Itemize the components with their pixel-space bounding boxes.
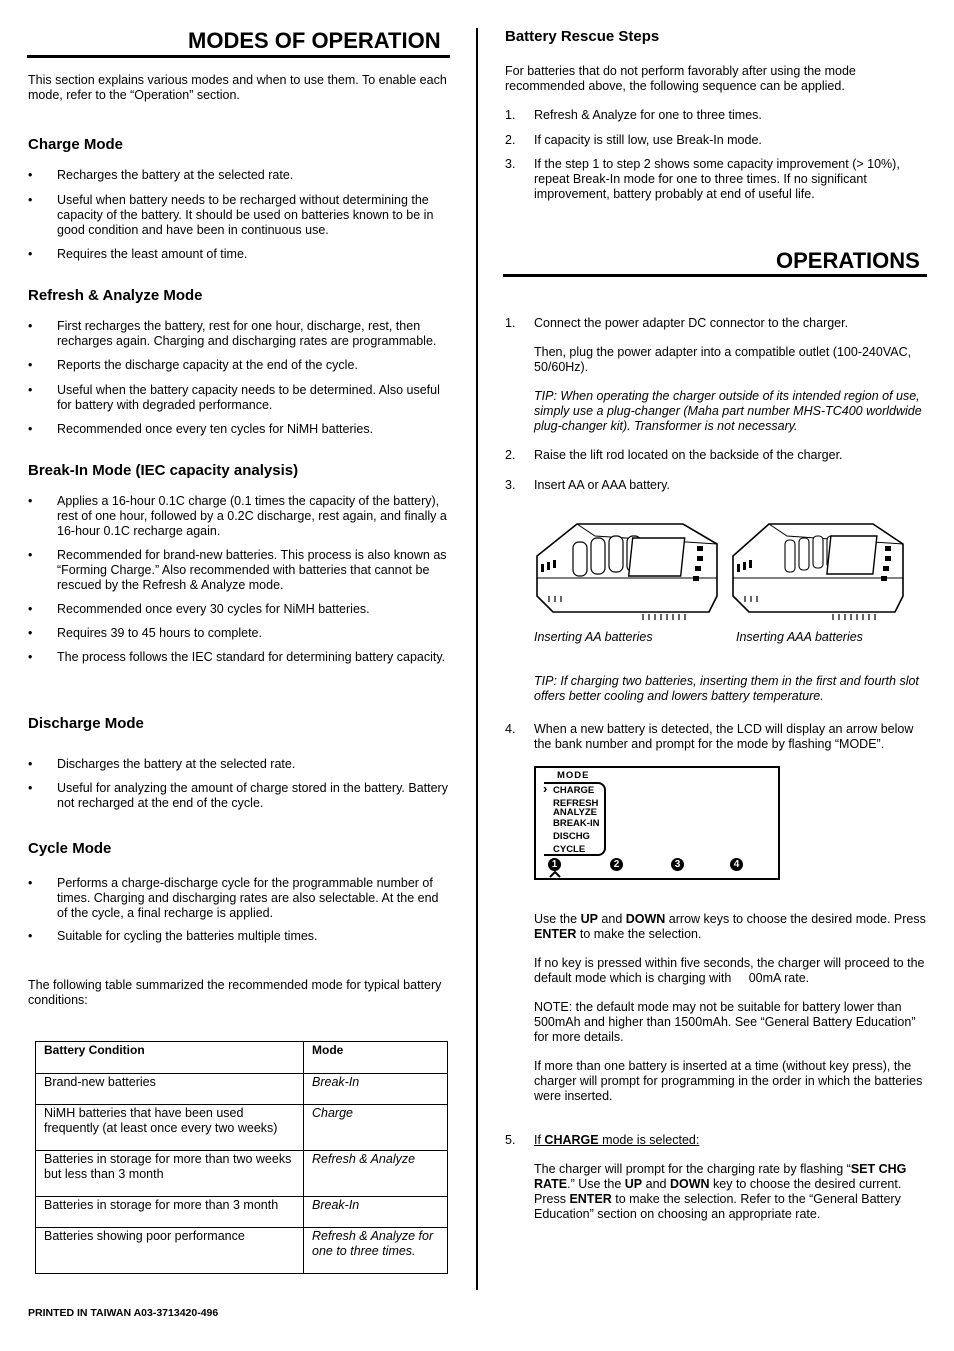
bullet-icon: • (28, 358, 33, 372)
list-item: Performs a charge-discharge cycle for the programmable number of times. Charging and discharging rates are also selectable. At the end of the cycle, a final recharge is applied. (57, 876, 439, 920)
list-item: Recharges the battery at the selected rate. (57, 168, 294, 182)
lcd-mode-refresh: REFRESH (553, 798, 599, 809)
operations-title: OPERATIONS (776, 248, 920, 273)
step-number: 1. (505, 108, 516, 122)
operation-step-text: Raise the lift rod located on the backside of the charger. (534, 448, 843, 462)
list-item: Suitable for cycling the batteries multiple times. (57, 929, 318, 943)
operation-step-text: Then, plug the power adapter into a compatible outlet (100-240VAC, 50/60Hz). (534, 345, 912, 374)
operation-step-text: Connect the power adapter DC connector to the charger. (534, 316, 849, 330)
list-item: Useful when the battery capacity needs to be determined. Also useful for battery with degraded performance. (57, 383, 440, 412)
table-cell-condition: Batteries in storage for more than 3 month (36, 1197, 304, 1228)
list-item: Discharges the battery at the selected rate. (57, 757, 296, 771)
step-number: 1. (505, 316, 516, 330)
intro-text: This section explains various modes and when to use them. To enable each mode, refer to the “Operation” section. (28, 73, 447, 102)
charge-mode-heading: Charge Mode (28, 136, 124, 153)
lcd-mode-label: MODE (557, 770, 590, 781)
bullet-icon: • (28, 929, 33, 943)
bullet-icon: • (28, 422, 33, 436)
lcd-mode-analyze: ANALYZE (553, 807, 597, 818)
battery-condition-table (35, 1041, 448, 1274)
bullet-icon: • (28, 193, 33, 207)
list-item: The process follows the IEC standard for determining battery capacity. (57, 650, 446, 664)
list-item: Useful when battery needs to be recharged without determining the capacity of the battery. It should be used on batteries known to be in good condition and have been in continuous use. (57, 193, 434, 237)
bullet-icon: • (28, 876, 33, 890)
table-cell-mode: Break-In (304, 1074, 448, 1105)
step-number: 4. (505, 722, 516, 736)
chevron-right-icon: › (543, 781, 548, 796)
operation-step-text: When a new battery is detected, the LCD will display an arrow below the bank number and prompt for the mode by flashing “MODE”. (534, 722, 914, 751)
list-item: Recommended once every 30 cycles for NiMH batteries. (57, 602, 370, 616)
table-header-row (36, 1042, 448, 1074)
step-number: 3. (505, 157, 516, 171)
list-item: Requires 39 to 45 hours to complete. (57, 626, 262, 640)
bullet-icon: • (28, 650, 33, 664)
bullet-icon: • (28, 168, 33, 182)
bullet-icon: • (28, 494, 33, 508)
rescue-step: Refresh & Analyze for one to three times. (534, 108, 762, 122)
table-cell-condition: Batteries showing poor performance (36, 1228, 304, 1274)
bank-1-indicator: 1 (548, 858, 561, 871)
step-number: 2. (505, 133, 516, 147)
table-cell-mode: Break-In (304, 1197, 448, 1228)
table-header-condition: Battery Condition (36, 1042, 304, 1074)
list-item: Recommended for brand-new batteries. This process is also known as “Forming Charge.” Also recommended with batteries that cannot be rescued by the Refresh & Analyze mode. (57, 548, 447, 592)
list-item: Applies a 16-hour 0.1C charge (0.1 times the capacity of the battery), rest of one hour, followed by a 0.2C discharge, rest again, and finally a 16-hour 0.1C recharge again. (57, 494, 447, 538)
updown-instruction: Use the UP and DOWN arrow keys to choose the desired mode. Press ENTER to make the selection. (534, 912, 926, 941)
bank-4-indicator: 4 (730, 858, 743, 871)
table-cell-condition: Batteries in storage for more than two weeks but less than 3 month (36, 1151, 304, 1197)
rescue-step: If the step 1 to step 2 shows some capacity improvement (> 10%), repeat Break-In mode for one to three times. If no significant improvement, battery probably at end of useful life. (534, 157, 900, 201)
bank-3-indicator: 3 (671, 858, 684, 871)
breakin-mode-heading: Break-In Mode (IEC capacity analysis) (28, 462, 299, 479)
charge-selected-line: If CHARGE mode is selected: (534, 1133, 700, 1147)
step-number: 2. (505, 448, 516, 462)
bullet-icon: • (28, 781, 33, 795)
table-header-mode: Mode (304, 1042, 448, 1074)
note-text: NOTE: the default mode may not be suitable for battery lower than 500mAh and higher than 1500mAh. See “General Battery Education” for more details. (534, 1000, 916, 1044)
lcd-display (534, 766, 780, 880)
bullet-icon: • (28, 319, 33, 333)
charger-aa-illustration (533, 516, 723, 628)
caption-aa: Inserting AA batteries (534, 630, 653, 644)
operation-step-text: Insert AA or AAA battery. (534, 478, 670, 492)
table-row (36, 1197, 448, 1228)
bullet-icon: • (28, 548, 33, 562)
table-row (36, 1105, 448, 1151)
table-row (36, 1228, 448, 1274)
refresh-mode-heading: Refresh & Analyze Mode (28, 287, 203, 304)
table-cell-condition: NiMH batteries that have been used frequently (at least once every two weeks) (36, 1105, 304, 1151)
cycle-mode-heading: Cycle Mode (28, 840, 112, 857)
tip-text: TIP: If charging two batteries, inserting them in the first and fourth slot offers better cooling and lowers battery temperature. (534, 674, 919, 703)
list-item: Useful for analyzing the amount of charge stored in the battery. Battery not recharged at the end of the cycle. (57, 781, 448, 810)
rescue-heading: Battery Rescue Steps (505, 28, 660, 45)
default-mode-text: If no key is pressed within five seconds, the charger will proceed to the default mode which is charging with 00mA rate. (534, 956, 928, 985)
charger-aaa-illustration (729, 516, 909, 628)
bullet-icon: • (28, 602, 33, 616)
operations-rule (503, 274, 927, 277)
bullet-icon: • (28, 383, 33, 397)
discharge-mode-heading: Discharge Mode (28, 715, 144, 732)
bank-2-indicator: 2 (610, 858, 623, 871)
step-number: 5. (505, 1133, 516, 1147)
title-rule (27, 55, 450, 58)
caption-aaa: Inserting AAA batteries (736, 630, 863, 644)
bullet-icon: • (28, 757, 33, 771)
list-item: Requires the least amount of time. (57, 247, 248, 261)
table-intro: The following table summarized the recommended mode for typical battery conditions: (28, 978, 442, 1007)
page-title: MODES OF OPERATION (188, 28, 441, 53)
table-row (36, 1074, 448, 1105)
tip-text: TIP: When operating the charger outside of its intended region of use, simply use a plug-changer (Maha part number MHS-TC400 worldwide plug-changer kit). Transformer is not necessary. (534, 389, 922, 433)
multi-battery-text: If more than one battery is inserted at a time (without key press), the charger will prompt for programming in the order in which the batteries were inserted. (534, 1059, 923, 1103)
bullet-icon: • (28, 626, 33, 640)
charge-rate-text: The charger will prompt for the charging rate by flashing “SET CHG RATE.” Use the UP and DOWN key to choose the desired current. Press ENTER to make the selection. Refer to the “General Battery Education” section on choosing an appropriate rate. (534, 1162, 907, 1221)
table-cell-mode: Refresh & Analyze (304, 1151, 448, 1197)
table-cell-mode: Charge (304, 1105, 448, 1151)
lcd-mode-breakin: BREAK-IN (553, 818, 600, 829)
list-item: Reports the discharge capacity at the end of the cycle. (57, 358, 358, 372)
lcd-mode-cycle: CYCLE (553, 844, 586, 855)
bullet-icon: • (28, 247, 33, 261)
table-cell-mode: Refresh & Analyze for one to three times. (304, 1228, 448, 1274)
lcd-mode-dischg: DISCHG (553, 831, 590, 842)
table-cell-condition: Brand-new batteries (36, 1074, 304, 1105)
rescue-step: If capacity is still low, use Break-In mode. (534, 133, 762, 147)
column-divider (476, 28, 478, 1290)
rescue-intro: For batteries that do not perform favorably after using the mode recommended above, the following sequence can be applied. (505, 64, 856, 93)
bank-arrow-up-icon (548, 871, 562, 878)
lcd-mode-charge: CHARGE (553, 785, 595, 796)
table-row (36, 1151, 448, 1197)
list-item: Recommended once every ten cycles for NiMH batteries. (57, 422, 374, 436)
step-number: 3. (505, 478, 516, 492)
list-item: First recharges the battery, rest for one hour, discharge, rest, then recharges again. Charging and discharging rates are programmable. (57, 319, 437, 348)
print-footer: PRINTED IN TAIWAN A03-3713420-496 (28, 1307, 219, 1319)
